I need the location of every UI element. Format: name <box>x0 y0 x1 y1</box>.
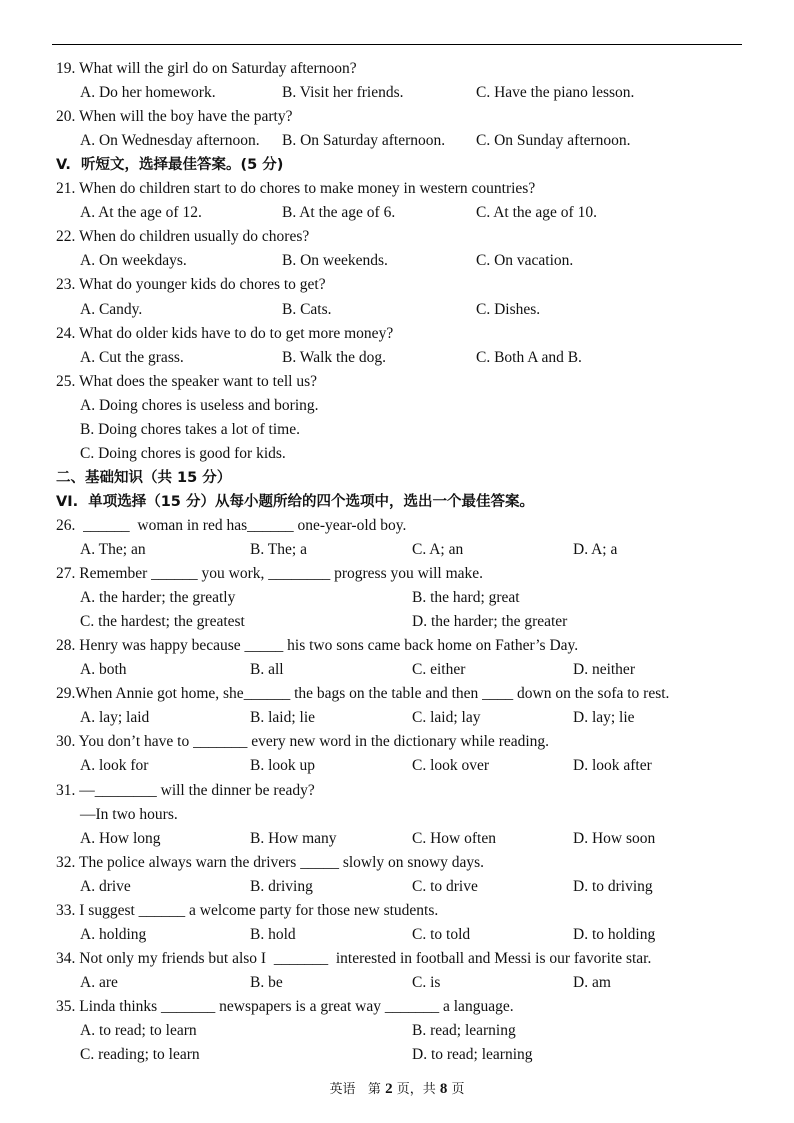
answer-option: C. Both A and B. <box>476 348 582 366</box>
section-heading: 二、基础知识（共 15 分） <box>56 469 232 486</box>
answer-option: C. On Sunday afternoon. <box>476 132 631 150</box>
question-stem: 33. I suggest ______ a welcome party for those new students. <box>56 901 439 919</box>
answer-option: C. A; an <box>412 541 464 558</box>
answer-option: D. How soon <box>573 829 656 847</box>
answer-option: D. look after <box>573 757 652 775</box>
answer-option: B. On weekends. <box>282 252 388 270</box>
question-response: —In two hours. <box>80 805 178 823</box>
answer-option: B. driving <box>250 877 313 895</box>
answer-option: A. On weekdays. <box>80 252 187 270</box>
answer-option: B. laid; lie <box>250 709 316 727</box>
section-heading: VI. 单项选择（15 分）从每小题所给的四个选项中，选出一个最佳答案。 <box>56 493 534 510</box>
answer-option: C. How often <box>412 829 496 847</box>
answer-option: A. to read; to learn <box>80 1022 197 1039</box>
answer-option: D. neither <box>573 661 635 679</box>
answer-option: A. the harder; the greatly <box>80 589 236 607</box>
answer-option: B. Doing chores takes a lot of time. <box>80 420 300 438</box>
answer-option: D. lay; lie <box>573 709 635 727</box>
footer-page-number: 2 <box>385 1081 393 1097</box>
answer-option: D. to holding <box>573 925 656 943</box>
answer-option: C. to drive <box>412 877 478 895</box>
answer-option: A. On Wednesday afternoon. <box>80 132 260 150</box>
question-stem: 24. What do older kids have to do to get more money? <box>56 324 394 342</box>
page-footer <box>0 1078 794 1098</box>
question-stem: 30. You don’t have to _______ every new word in the dictionary while reading. <box>56 733 550 751</box>
answer-option: B. Visit her friends. <box>282 84 404 102</box>
answer-option: B. hold <box>250 925 296 943</box>
question-stem: 27. Remember ______ you work, ________ progress you will make. <box>56 565 484 583</box>
answer-option: C. either <box>412 661 466 679</box>
answer-option: B. Walk the dog. <box>282 348 386 366</box>
answer-option: A. Do her homework. <box>80 84 216 102</box>
question-stem: 31. —________ will the dinner be ready? <box>56 781 315 799</box>
answer-option: C. Dishes. <box>476 300 541 318</box>
answer-option: B. read; learning <box>412 1022 516 1039</box>
question-stem: 28. Henry was happy because _____ his two sons came back home on Father’s Day. <box>56 637 579 655</box>
question-stem: 26. ______ woman in red has______ one-year-old boy. <box>56 516 407 534</box>
answer-option: D. A; a <box>573 541 618 558</box>
question-stem: 32. The police always warn the drivers _____ slowly on snowy days. <box>56 853 485 871</box>
answer-option: A. holding <box>80 925 147 943</box>
footer-total-pages: 8 <box>439 1081 448 1097</box>
answer-option: C. At the age of 10. <box>476 204 597 222</box>
answer-option: D. to driving <box>573 877 653 895</box>
answer-option: A. lay; laid <box>80 709 150 727</box>
answer-option: A. Cut the grass. <box>80 348 184 366</box>
answer-option: C. the hardest; the greatest <box>80 613 245 631</box>
answer-option: A. look for <box>80 757 149 775</box>
question-stem: 19. What will the girl do on Saturday afternoon? <box>56 60 357 77</box>
answer-option: B. How many <box>250 829 337 847</box>
answer-option: A. How long <box>80 829 161 847</box>
answer-option: A. both <box>80 661 127 679</box>
answer-option: B. At the age of 6. <box>282 204 396 222</box>
question-stem: 35. Linda thinks _______ newspapers is a great way _______ a language. <box>56 997 514 1015</box>
answer-option: B. look up <box>250 757 316 775</box>
answer-option: B. Cats. <box>282 300 332 318</box>
answer-option: B. The; a <box>250 541 307 558</box>
answer-option: C. is <box>412 973 441 991</box>
answer-option: C. Doing chores is good for kids. <box>80 444 286 462</box>
answer-option: A. Doing chores is useless and boring. <box>80 396 319 414</box>
answer-option: B. On Saturday afternoon. <box>282 132 446 150</box>
header-rule <box>52 44 742 45</box>
answer-option: A. The; an <box>80 541 146 558</box>
answer-option: B. be <box>250 973 283 991</box>
section-heading: V. 听短文，选择最佳答案。(5 分) <box>56 157 284 174</box>
answer-option: D. the harder; the greater <box>412 613 568 631</box>
question-stem: 25. What does the speaker want to tell us? <box>56 372 317 390</box>
answer-option: C. reading; to learn <box>80 1046 200 1064</box>
footer-subject: 英语 <box>329 1082 356 1097</box>
question-stem: 20. When will the boy have the party? <box>56 108 293 126</box>
answer-option: C. On vacation. <box>476 252 574 270</box>
question-stem: 21. When do children start to do chores to make money in western countries? <box>56 180 536 198</box>
answer-option: A. At the age of 12. <box>80 204 202 222</box>
answer-option: D. am <box>573 973 611 991</box>
footer-pre: 第 <box>367 1082 381 1097</box>
footer-mid: 页，共 <box>396 1082 436 1097</box>
question-stem: 22. When do children usually do chores? <box>56 228 310 246</box>
question-stem: 29.When Annie got home, she______ the bags on the table and then ____ down on the sofa to rest. <box>56 685 670 703</box>
question-stem: 34. Not only my friends but also I _______ interested in football and Messi is our favorite star. <box>56 949 652 967</box>
answer-option: A. Candy. <box>80 300 143 318</box>
answer-option: C. Have the piano lesson. <box>476 84 635 102</box>
answer-option: C. to told <box>412 925 471 943</box>
footer-post: 页 <box>451 1082 465 1097</box>
answer-option: A. are <box>80 973 118 991</box>
answer-option: C. laid; lay <box>412 709 481 727</box>
answer-option: B. the hard; great <box>412 589 520 607</box>
answer-option: A. drive <box>80 877 131 895</box>
question-stem: 23. What do younger kids do chores to get? <box>56 276 326 294</box>
answer-option: D. to read; learning <box>412 1046 533 1064</box>
answer-option: B. all <box>250 661 284 679</box>
answer-option: C. look over <box>412 757 490 775</box>
